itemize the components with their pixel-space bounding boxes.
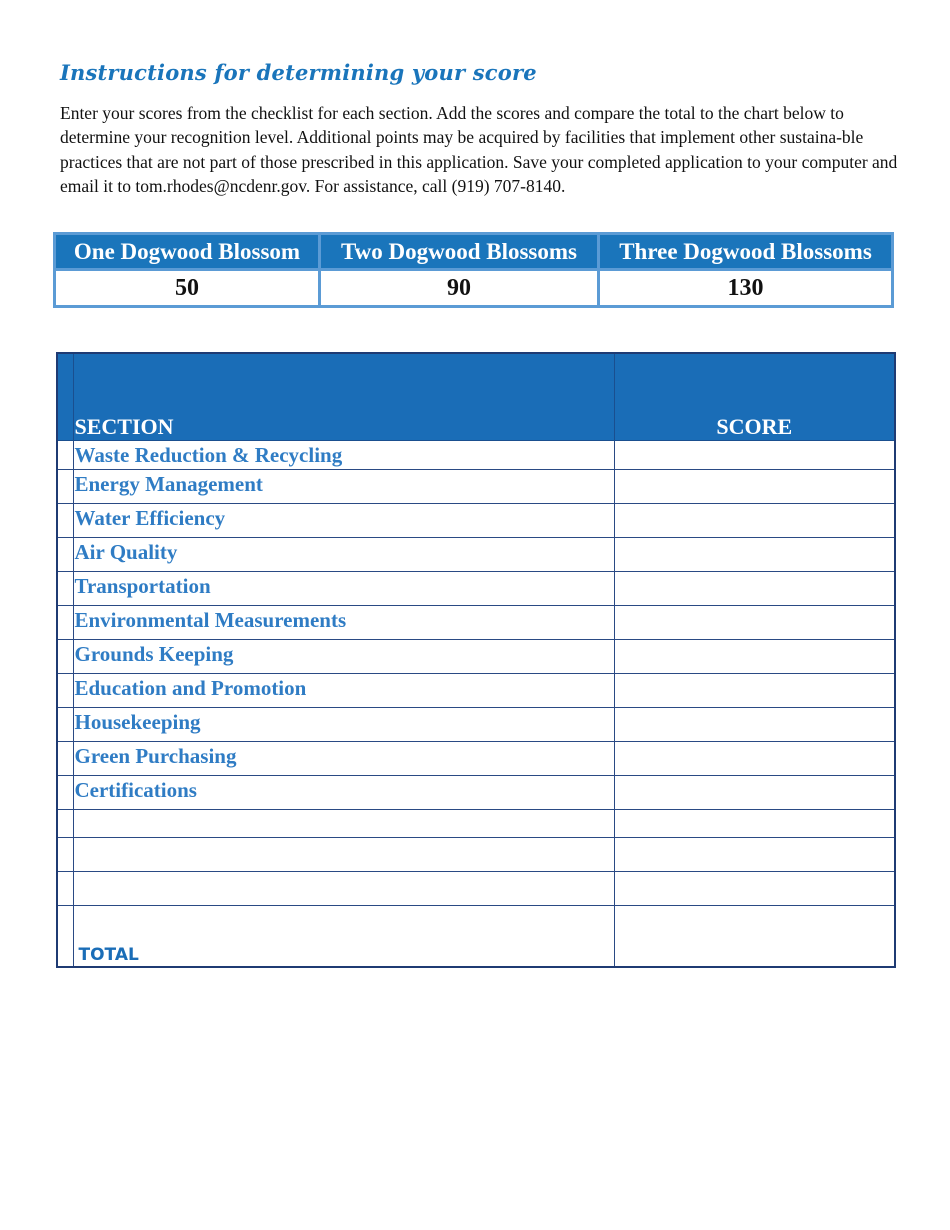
row-spacer-cell (57, 674, 73, 708)
blank-section-field[interactable] (73, 810, 614, 838)
score-field[interactable] (614, 606, 895, 640)
level-two-header: Two Dogwood Blossoms (320, 234, 599, 270)
blank-section-field[interactable] (73, 872, 614, 906)
blank-row (57, 872, 895, 906)
instructions-text: Enter your scores from the checklist for each section. Add the scores and compare the total to the chart below to determine your recognition level. Additional points may be acquired by facilities that implement other sustaina-ble practices that are not part of those prescribed in this application. Save your completed application to your computer and email it to tom.rhodes@ncdenr.gov. For assistance, call (919) 707-8140. (60, 103, 898, 196)
score-field[interactable] (614, 810, 895, 838)
row-spacer-cell (57, 606, 73, 640)
section-name: Air Quality (73, 538, 614, 572)
table-row (57, 674, 895, 708)
row-spacer-cell (57, 838, 73, 872)
total-row (57, 906, 895, 968)
table-row (57, 640, 895, 674)
score-field[interactable] (614, 538, 895, 572)
score-field[interactable] (614, 470, 895, 504)
row-spacer-cell (57, 504, 73, 538)
blank-row (57, 838, 895, 872)
score-field[interactable] (614, 708, 895, 742)
row-spacer-cell (57, 708, 73, 742)
row-spacer-cell (57, 572, 73, 606)
levels-header-row (55, 234, 893, 270)
table-row (57, 538, 895, 572)
row-spacer-cell (57, 441, 73, 470)
table-row (57, 708, 895, 742)
level-three-header: Three Dogwood Blossoms (599, 234, 893, 270)
section-name: Energy Management (73, 470, 614, 504)
levels-value-row (55, 270, 893, 307)
score-field[interactable] (614, 872, 895, 906)
total-label: TOTAL (73, 906, 614, 968)
section-name: Green Purchasing (73, 742, 614, 776)
score-field[interactable] (614, 572, 895, 606)
row-spacer-cell (57, 538, 73, 572)
table-row (57, 470, 895, 504)
section-name: Transportation (73, 572, 614, 606)
row-spacer-cell (57, 810, 73, 838)
header-spacer-cell (57, 353, 73, 441)
score-field[interactable] (614, 640, 895, 674)
recognition-levels-table (53, 232, 894, 308)
section-name: Environmental Measurements (73, 606, 614, 640)
table-row (57, 504, 895, 538)
row-spacer-cell (57, 470, 73, 504)
table-row (57, 742, 895, 776)
score-field[interactable] (614, 674, 895, 708)
section-name: Education and Promotion (73, 674, 614, 708)
row-spacer-cell (57, 906, 73, 968)
section-column-header: SECTION (73, 353, 614, 441)
section-score-table (56, 352, 896, 968)
score-field[interactable] (614, 441, 895, 470)
level-two-points: 90 (320, 270, 599, 307)
section-name: Certifications (73, 776, 614, 810)
row-spacer-cell (57, 742, 73, 776)
level-three-points: 130 (599, 270, 893, 307)
section-name: Waste Reduction & Recycling (73, 441, 614, 470)
score-field[interactable] (614, 742, 895, 776)
score-table-header-row (57, 353, 895, 441)
table-row (57, 606, 895, 640)
blank-row (57, 810, 895, 838)
instructions-heading: Instructions for determining your score (60, 60, 537, 85)
section-name: Water Efficiency (73, 504, 614, 538)
table-row (57, 776, 895, 810)
level-one-header: One Dogwood Blossom (55, 234, 320, 270)
row-spacer-cell (57, 776, 73, 810)
level-one-points: 50 (55, 270, 320, 307)
score-field[interactable] (614, 838, 895, 872)
blank-section-field[interactable] (73, 838, 614, 872)
total-score-field[interactable] (614, 906, 895, 968)
section-name: Grounds Keeping (73, 640, 614, 674)
score-column-header: SCORE (614, 353, 895, 441)
table-row (57, 572, 895, 606)
row-spacer-cell (57, 640, 73, 674)
score-field[interactable] (614, 504, 895, 538)
table-row (57, 441, 895, 470)
score-field[interactable] (614, 776, 895, 810)
section-name: Housekeeping (73, 708, 614, 742)
row-spacer-cell (57, 872, 73, 906)
